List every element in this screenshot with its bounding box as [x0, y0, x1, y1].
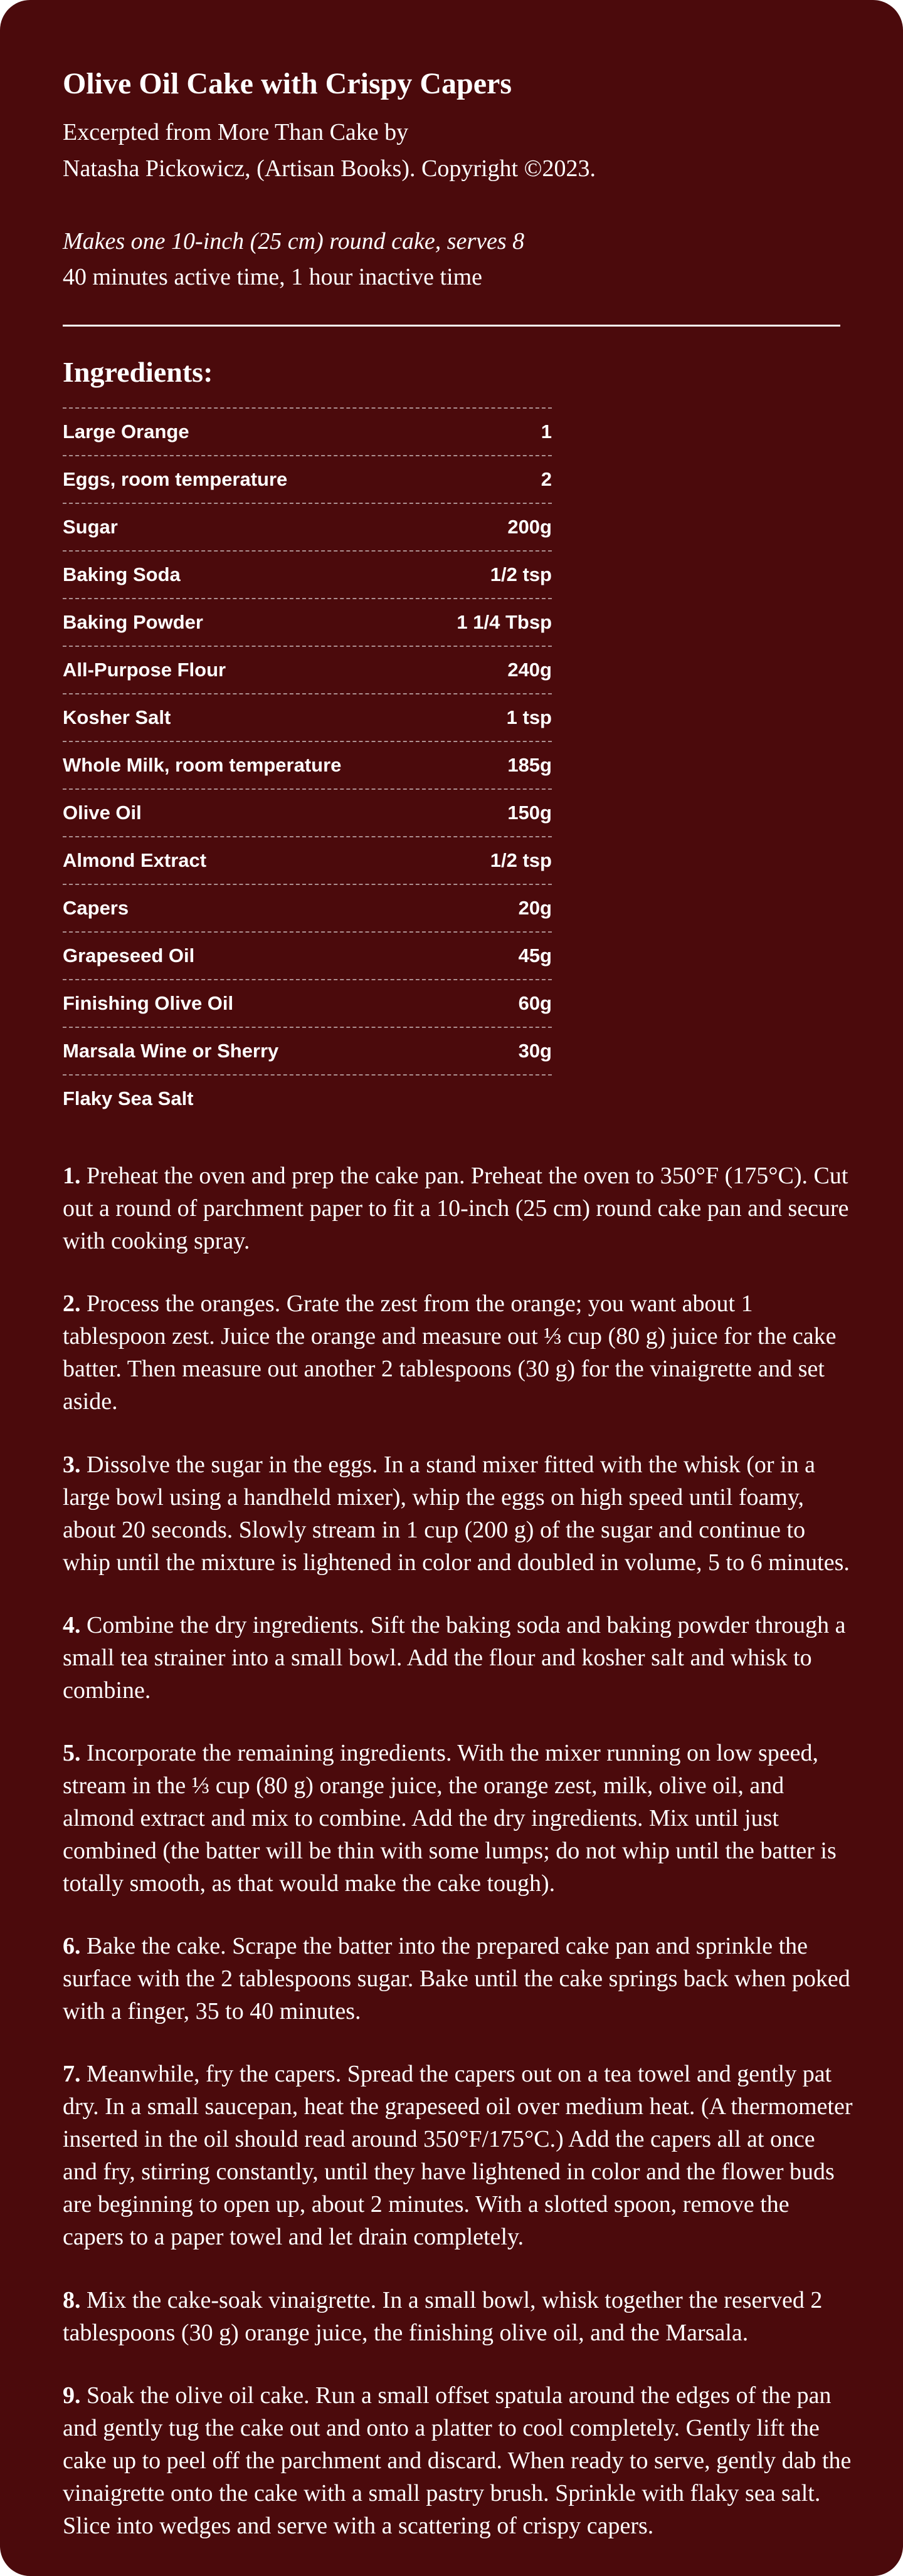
step-number: 9. [63, 2382, 81, 2409]
step-number: 5. [63, 1739, 81, 1766]
recipe-title: Olive Oil Cake with Crispy Capers [63, 67, 512, 100]
ingredient-amount: 1/2 tsp [490, 563, 552, 586]
ingredient-row [63, 790, 552, 837]
ingredient-amount: 1 1/4 Tbsp [457, 611, 552, 634]
ingredient-amount: 185g [507, 754, 552, 777]
ingredient-name: Eggs, room temperature [63, 468, 288, 491]
ingredient-row [63, 933, 552, 980]
ingredient-amount: 60g [518, 992, 552, 1015]
ingredient-row [63, 647, 552, 694]
ingredient-amount: 1/2 tsp [490, 849, 552, 872]
ingredient-row [63, 552, 552, 599]
step-text: Preheat the oven and prep the cake pan. Preheat the oven to 350°F (175°C). Cut out a round of parchment paper to fit a 10-inch (25 cm) round cake pan and secure with cooking spray. [63, 1163, 849, 1255]
step-number: 7. [63, 2061, 81, 2088]
instruction-step [63, 1160, 853, 1257]
instruction-step [63, 2379, 853, 2542]
step-text: Combine the dry ingredients. Sift the baking soda and baking powder through a small tea strainer into a small bowl. Add the flour and kosher salt and whisk to combine. [63, 1611, 846, 1704]
recipe-time: 40 minutes active time, 1 hour inactive time [63, 264, 483, 291]
step-number: 3. [63, 1451, 81, 1478]
ingredient-name: Olive Oil [63, 802, 142, 824]
divider [63, 325, 840, 327]
instructions [63, 1160, 853, 2542]
ingredient-amount: 240g [507, 659, 552, 681]
step-text: Soak the olive oil cake. Run a small offset spatula around the edges of the pan and gently tug the cake out and onto a platter to cool completely. Gently lift the cake up to peel off the parchment and discard. When ready to serve, gently dab the vinaigrette onto the cake with a small pastry brush. Sprinkle with flaky sea salt. Slice into wedges and serve with a scattering of crispy capers. [63, 2382, 852, 2539]
instruction-step [63, 1609, 853, 1707]
ingredient-row [63, 742, 552, 790]
step-text: Process the oranges. Grate the zest from the orange; you want about 1 tablespoon zest. Juice the orange and measure out ⅓ cup (80 g) juice for the cake batter. Then measure out another 2 tablespoons (30 g) for the vinaigrette and set aside. [63, 1291, 837, 1415]
ingredient-row [63, 1076, 552, 1122]
ingredient-name: Whole Milk, room temperature [63, 754, 342, 777]
ingredient-name: Kosher Salt [63, 706, 171, 729]
instruction-step [63, 1287, 853, 1418]
step-number: 4. [63, 1611, 81, 1638]
step-number: 2. [63, 1291, 81, 1317]
excerpt-line-1: Excerpted from More Than Cake by [63, 119, 409, 146]
step-number: 6. [63, 1933, 81, 1960]
ingredient-row [63, 1028, 552, 1076]
ingredient-row [63, 980, 552, 1028]
instruction-step [63, 1930, 853, 2028]
step-number: 8. [63, 2286, 81, 2313]
instruction-step [63, 2058, 853, 2253]
ingredient-name: Capers [63, 897, 129, 919]
ingredient-amount: 1 tsp [506, 706, 552, 729]
instruction-step [63, 2284, 853, 2349]
ingredient-row [63, 885, 552, 933]
instruction-step [63, 1737, 853, 1900]
step-text: Meanwhile, fry the capers. Spread the capers out on a tea towel and gently pat dry. In a small saucepan, heat the grapeseed oil over medium heat. (A thermometer inserted in the oil should read around 350°F/175°C.) Add the capers all at once and fry, stirring constantly, until they have lightened in color and the flower buds are beginning to open up, about 2 minutes. With a slotted spoon, remove the capers to a paper towel and let drain completely. [63, 2061, 853, 2251]
instruction-step [63, 1448, 853, 1579]
step-text: Incorporate the remaining ingredients. With the mixer running on low speed, stream in the ⅓ cup (80 g) orange juice, the orange zest, milk, olive oil, and almond extract and mix to combine. Add the dry ingredients. Mix until just combined (the batter will be thin with some lumps; do not whip until the batter is totally smooth, as that would make the cake tough). [63, 1739, 837, 1897]
step-text: Bake the cake. Scrape the batter into the prepared cake pan and sprinkle the surface with the 2 tablespoons sugar. Bake until the cake springs back when poked with a finger, 35 to 40 minutes. [63, 1933, 850, 2025]
ingredient-amount: 45g [518, 945, 552, 967]
ingredient-name: All-Purpose Flour [63, 659, 226, 681]
ingredient-row [63, 504, 552, 552]
ingredient-amount: 20g [518, 897, 552, 919]
ingredients-heading: Ingredients: [63, 356, 213, 389]
ingredient-row [63, 456, 552, 504]
step-text: Mix the cake-soak vinaigrette. In a small bowl, whisk together the reserved 2 tablespoons (30 g) orange juice, the finishing olive oil, and the Marsala. [63, 2286, 823, 2346]
recipe-yield: Makes one 10-inch (25 cm) round cake, serves 8 [63, 228, 525, 254]
ingredient-amount: 1 [541, 421, 552, 443]
ingredient-row [63, 694, 552, 742]
ingredient-amount: 200g [507, 516, 552, 538]
ingredient-amount: 30g [518, 1040, 552, 1062]
excerpt-credit [63, 115, 840, 187]
ingredient-amount: 2 [541, 468, 552, 491]
recipe-yield-block [63, 224, 840, 296]
ingredient-name: Baking Powder [63, 611, 203, 634]
step-text: Dissolve the sugar in the eggs. In a stand mixer fitted with the whisk (or in a large bowl using a handheld mixer), whip the eggs on high speed until foamy, about 20 seconds. Slowly stream in 1 cup (200 g) of the sugar and continue to whip until the mixture is lightened in color and doubled in volume, 5 to 6 minutes. [63, 1451, 850, 1576]
ingredient-row [63, 409, 552, 456]
ingredient-name: Baking Soda [63, 563, 181, 586]
excerpt-line-2: Natasha Pickowicz, (Artisan Books). Copyright ©2023. [63, 155, 596, 182]
ingredient-name: Almond Extract [63, 849, 207, 872]
ingredient-row [63, 599, 552, 647]
ingredient-name: Marsala Wine or Sherry [63, 1040, 279, 1062]
ingredient-name: Grapeseed Oil [63, 945, 195, 967]
ingredient-row [63, 837, 552, 885]
step-number: 1. [63, 1163, 81, 1190]
ingredients-table [63, 407, 552, 1122]
ingredient-name: Sugar [63, 516, 118, 538]
ingredient-name: Finishing Olive Oil [63, 992, 234, 1015]
ingredient-name: Flaky Sea Salt [63, 1087, 194, 1110]
ingredient-name: Large Orange [63, 421, 189, 443]
ingredient-amount: 150g [507, 802, 552, 824]
